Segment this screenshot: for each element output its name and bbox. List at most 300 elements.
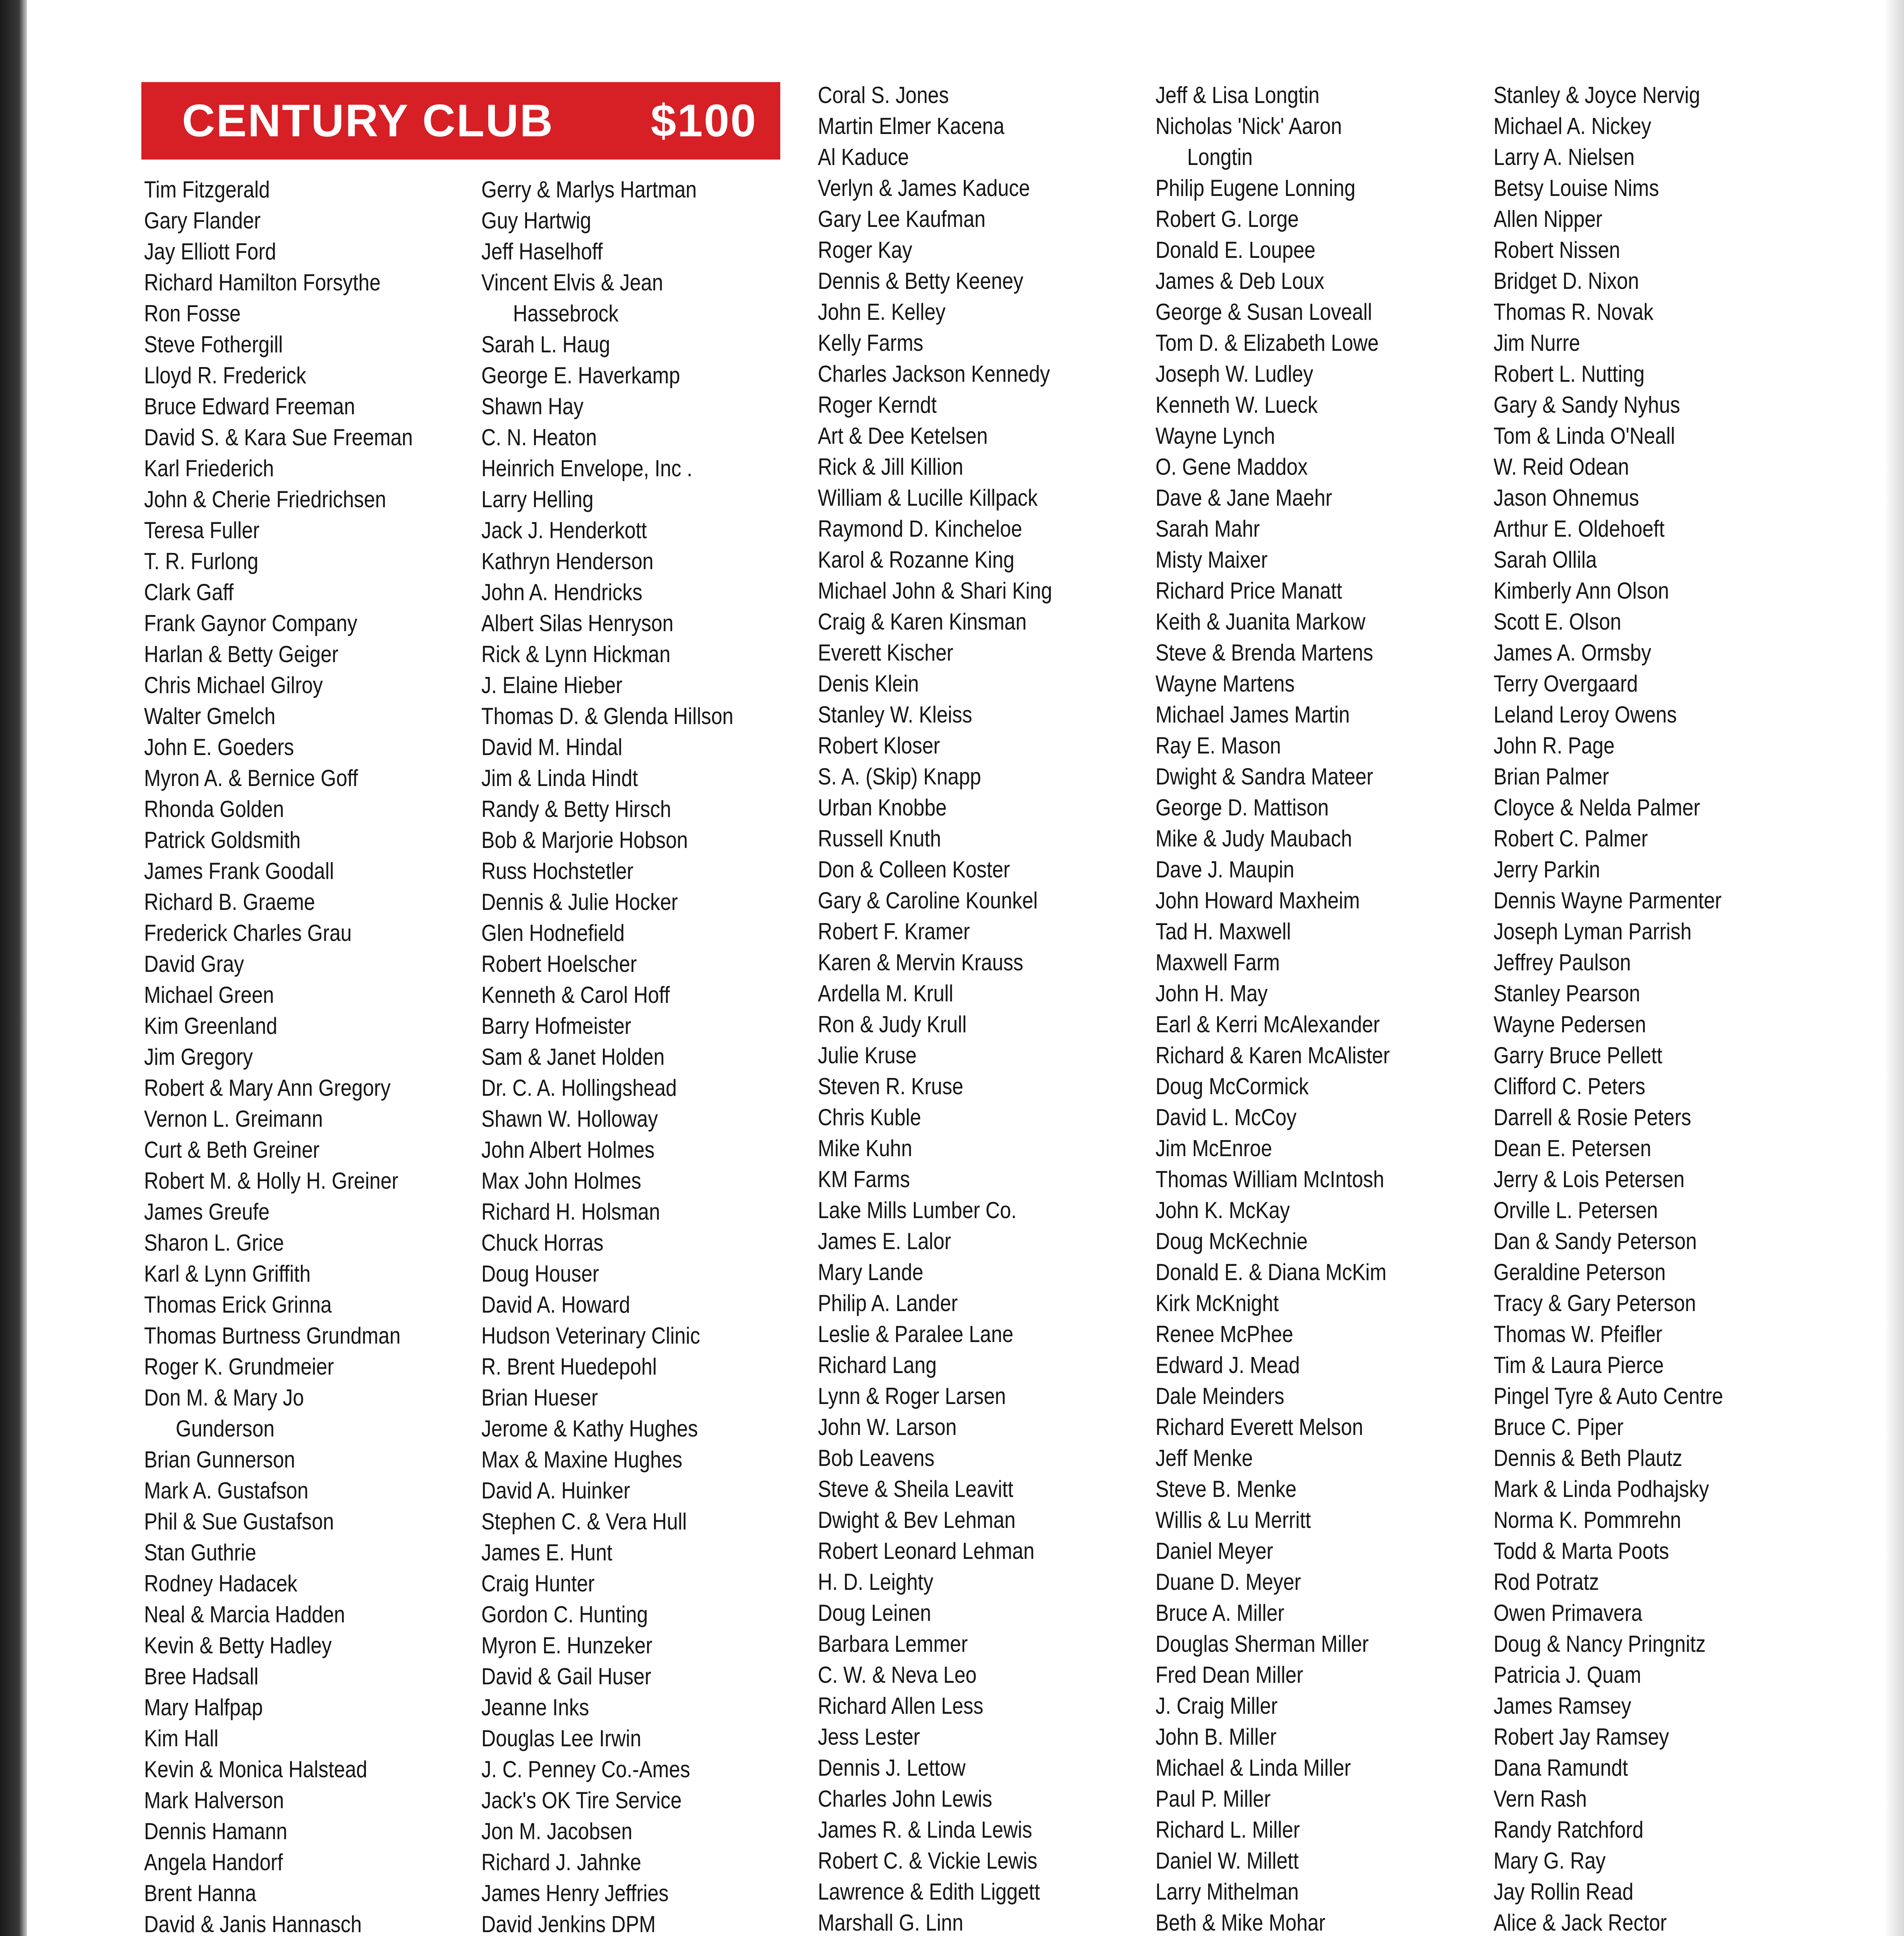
donor-name: Willis & Lu Merritt [1155,1507,1311,1533]
donor-name: Doug Houser [481,1261,599,1287]
donor-name: Jim McEnroe [1155,1135,1272,1161]
donor-name: Robert G. Lorge [1155,206,1299,232]
donor-name: Glen Hodnefield [481,920,625,946]
donor-name: Dwight & Bev Lehman [818,1507,1016,1533]
donor-name: John W. Larson [818,1414,957,1440]
donor-name: Dennis & Beth Plautz [1494,1445,1683,1471]
donor-name: Douglas Lee Irwin [481,1725,642,1751]
donor-name: Dr. C. A. Hollingshead [481,1075,677,1101]
donor-name: Barry Hofmeister [481,1013,632,1039]
donor-name: Lynn & Roger Larsen [818,1383,1006,1409]
donor-name: Jim Gregory [144,1044,253,1070]
donor-name: Steve & Brenda Martens [1155,640,1373,666]
donor-name: Barbara Lemmer [818,1631,968,1657]
donor-name: Russ Hochstetler [481,858,634,884]
donor-name: Robert M. & Holly H. Greiner [144,1168,398,1194]
donor-name: Jerry & Lois Petersen [1494,1166,1685,1192]
donor-name: Darrell & Rosie Peters [1494,1104,1691,1130]
donor-name: Michael Green [144,982,274,1008]
donor-name: Jack J. Henderkott [481,517,647,543]
banner-amount: $100 [651,95,757,146]
donor-name: Sarah Ollila [1494,547,1597,573]
donor-name: Russell Knuth [818,826,941,851]
donor-name: Stanley & Joyce Nervig [1494,82,1700,108]
donor-name: Robert & Mary Ann Gregory [144,1075,391,1101]
donor-name: James & Deb Loux [1155,268,1324,294]
donor-name: Max John Holmes [481,1168,641,1194]
donor-name: J. Craig Miller [1155,1693,1278,1719]
donor-name: Scott E. Olson [1494,609,1621,635]
donor-name: Teresa Fuller [144,517,260,543]
donor-name: Richard & Karen McAlister [1155,1042,1390,1068]
donor-name: Dean E. Petersen [1494,1135,1652,1161]
donor-name: Raymond D. Kincheloe [818,516,1022,542]
donor-name: Doug McCormick [1155,1073,1309,1099]
donor-name: Phil & Sue Gustafson [144,1509,334,1534]
donor-name: Ray E. Mason [1155,733,1281,759]
donor-name: Jon M. Jacobsen [481,1818,633,1844]
donor-name: Patricia J. Quam [1494,1662,1641,1688]
donor-name: Clark Gaff [144,579,234,605]
donor-name: David Gray [144,951,244,977]
donor-name: Lake Mills Lumber Co. [818,1197,1017,1223]
donor-name: Urban Knobbe [818,795,947,820]
donor-name: James Henry Jeffries [481,1880,669,1906]
donor-name: Thomas W. Pfeifler [1494,1321,1662,1347]
donor-name: Jeff & Lisa Longtin [1155,82,1320,108]
donor-name: Gary & Caroline Kounkel [818,887,1038,913]
donor-name: Rick & Lynn Hickman [481,641,671,667]
donor-name: Frederick Charles Grau [144,920,352,946]
donor-name: Al Kaduce [818,144,909,170]
donor-name: Hudson Veterinary Clinic [481,1323,700,1349]
donor-name: W. Reid Odean [1494,454,1629,480]
donor-name: Guy Hartwig [481,208,591,233]
donor-name: Richard Everett Melson [1155,1414,1363,1440]
donor-name: David & Janis Hannasch [144,1911,362,1936]
donor-name: Kenneth & Carol Hoff [481,982,670,1008]
donor-name: J. C. Penney Co.-Ames [481,1756,690,1782]
donor-name: Verlyn & James Kaduce [818,175,1030,201]
donor-name: Steve & Sheila Leavitt [818,1476,1013,1502]
donor-name: Sharon L. Grice [144,1230,284,1256]
donor-name: Larry Mithelman [1155,1879,1299,1905]
donor-name: Jay Elliott Ford [144,239,276,264]
donor-name: Thomas Erick Grinna [144,1292,332,1318]
donor-name: Maxwell Farm [1155,949,1280,975]
donor-name: Mike Kuhn [818,1135,912,1161]
donor-name: Dennis J. Lettow [818,1755,966,1781]
donor-name: Roger Kay [818,237,912,263]
donor-name: Don & Colleen Koster [818,856,1010,882]
donor-name: Joseph Lyman Parrish [1494,918,1692,944]
donor-name: Stanley W. Kleiss [818,702,972,728]
donor-name: Walter Gmelch [144,703,276,729]
donor-name: Brent Hanna [144,1880,256,1906]
donor-name: Leland Leroy Owens [1494,702,1677,728]
donor-name: John & Cherie Friedrichsen [144,486,386,512]
donor-name: Larry A. Nielsen [1494,144,1635,170]
donor-name: Steve Fothergill [144,331,283,357]
donor-name: Myron E. Hunzeker [481,1632,652,1658]
donor-name: David S. & Kara Sue Freeman [144,424,413,450]
donor-name-continuation: Gunderson [175,1416,275,1442]
donor-name: Charles John Lewis [818,1786,992,1812]
donor-name-continuation: Longtin [1187,144,1253,170]
donor-name: Ron & Judy Krull [818,1011,967,1037]
donor-name: Cloyce & Nelda Palmer [1494,795,1700,820]
donor-name: Wayne Lynch [1155,423,1275,449]
donor-name: Richard J. Jahnke [481,1849,642,1875]
donor-name: Craig & Karen Kinsman [818,609,1027,635]
donor-name: Jack's OK Tire Service [481,1787,682,1813]
donor-name: Jerome & Kathy Hughes [481,1416,698,1442]
donor-name: Robert Leonard Lehman [818,1538,1035,1564]
donor-name: Marshall G. Linn [818,1910,963,1936]
donor-name: Roger K. Grundmeier [144,1354,334,1380]
donor-name: Robert Nissen [1494,237,1620,263]
donor-name: Owen Primavera [1494,1600,1643,1626]
donor-name: Ron Fosse [144,300,241,326]
donor-name: Richard H. Holsman [481,1199,660,1225]
donor-name: Renee McPhee [1155,1321,1293,1347]
donor-name: John K. McKay [1155,1197,1290,1223]
donor-name: Richard B. Graeme [144,889,315,915]
donor-name: KM Farms [818,1166,910,1192]
donor-name: Jess Lester [818,1724,920,1750]
donor-name: Nicholas 'Nick' Aaron [1155,113,1342,139]
donor-name: Thomas Burtness Grundman [144,1323,401,1349]
donor-name: Daniel W. Millett [1155,1848,1299,1874]
donor-name: Robert C. Palmer [1494,826,1648,851]
donor-name: Roger Kerndt [818,392,937,418]
donor-name: Vernon L. Greimann [144,1106,323,1132]
donor-name: Duane D. Meyer [1155,1569,1301,1595]
donor-name: Sam & Janet Holden [481,1044,665,1070]
donor-name: Terry Overgaard [1494,671,1638,697]
donor-name: Jeanne Inks [481,1694,589,1720]
donor-name: David A. Howard [481,1292,630,1318]
donor-name: Todd & Marta Poots [1494,1538,1669,1564]
donor-name: Jim & Linda Hindt [481,765,638,791]
donor-name: Jeff Menke [1155,1445,1253,1471]
donor-name: Randy & Betty Hirsch [481,796,671,822]
donor-name: Brian Gunnerson [144,1447,295,1473]
donor-name: William & Lucille Killpack [818,485,1038,511]
donor-name: Dave & Jane Maehr [1155,485,1332,511]
donor-name: Fred Dean Miller [1155,1662,1303,1688]
donor-name: Bruce Edward Freeman [144,393,355,419]
donor-name: Tom D. & Elizabeth Lowe [1155,330,1379,356]
donor-name: Richard Lang [818,1352,937,1378]
donor-name: Lawrence & Edith Liggett [818,1879,1040,1905]
donor-name: Mary Halfpap [144,1694,263,1720]
donor-name: James E. Lalor [818,1228,951,1254]
donor-name: Donald E. Loupee [1155,237,1316,263]
donor-name: Dennis & Julie Hocker [481,889,678,915]
donor-name: Karen & Mervin Krauss [818,949,1023,975]
donor-column-4 [1155,80,1489,1936]
donor-name: Albert Silas Henryson [481,610,674,636]
donor-name: Robert F. Kramer [818,918,970,944]
donor-name: Jeff Haselhoff [481,239,603,264]
donor-name: Mark A. Gustafson [144,1478,309,1503]
donor-name: Karl & Lynn Griffith [144,1261,311,1287]
donor-name: Clifford C. Peters [1494,1073,1645,1099]
donor-name: Jeffrey Paulson [1494,949,1631,975]
donor-name: Joseph W. Ludley [1155,361,1313,387]
donor-name: Stanley Pearson [1494,980,1640,1006]
donor-name: Philip Eugene Lonning [1155,175,1356,201]
donor-name: Craig Hunter [481,1570,595,1596]
donor-name: John E. Goeders [144,734,294,760]
donor-name: Jason Ohnemus [1494,485,1639,511]
donor-name: Rick & Jill Killion [818,454,963,480]
donor-name: Tim & Laura Pierce [1494,1352,1664,1378]
donor-name: John H. May [1155,980,1268,1006]
donor-name: J. Elaine Hieber [481,672,623,698]
donor-name: Rhonda Golden [144,796,284,822]
donor-name: Robert C. & Vickie Lewis [818,1848,1037,1874]
donor-name: Dennis & Betty Keeney [818,268,1023,294]
donor-name: Myron A. & Bernice Goff [144,765,358,791]
donor-name: Richard Price Manatt [1155,578,1342,604]
donor-name: Vincent Elvis & Jean [481,269,663,295]
donor-name: Brian Hueser [481,1385,598,1411]
donor-name: George & Susan Loveall [1155,299,1372,325]
donor-name: Paul P. Miller [1155,1786,1271,1812]
donor-name: Don M. & Mary Jo [144,1385,304,1411]
donor-name: Michael James Martin [1155,702,1350,728]
donor-name: Larry Helling [481,486,594,512]
donor-name: Beth & Mike Mohar [1155,1910,1325,1936]
donor-name: Mark & Linda Podhajsky [1494,1476,1709,1502]
donor-name: Charles Jackson Kennedy [818,361,1050,387]
donor-name: Alice & Jack Rector [1494,1910,1667,1936]
donor-name: Bob & Marjorie Hobson [481,827,688,853]
donor-column-2 [481,174,814,1936]
donor-name: Jerry Parkin [1494,856,1600,882]
donor-name: Mike & Judy Maubach [1155,826,1352,851]
donor-name: Keith & Juanita Markow [1155,609,1366,635]
donor-name: John E. Kelley [818,299,946,325]
donor-name: H. D. Leighty [818,1569,934,1595]
donor-name: C. N. Heaton [481,424,597,450]
donor-name: Sarah Mahr [1155,516,1260,542]
donor-name: Robert Kloser [818,733,940,759]
donor-name: T. R. Furlong [144,548,259,574]
donor-name: S. A. (Skip) Knapp [818,764,981,790]
donor-name: Thomas R. Novak [1494,299,1653,325]
donor-name: Stephen C. & Vera Hull [481,1509,687,1534]
donor-name: Vern Rash [1494,1786,1587,1812]
donor-name: Gordon C. Hunting [481,1601,648,1627]
donor-name: Kim Greenland [144,1013,278,1039]
donor-name: Dwight & Sandra Mateer [1155,764,1373,790]
book-binding-edge [0,0,27,1936]
donor-name: Mary G. Ray [1494,1848,1606,1874]
donor-name: Dana Ramundt [1494,1755,1628,1781]
donor-name: Art & Dee Ketelsen [818,423,988,449]
donor-name: Tom & Linda O'Neall [1494,423,1675,449]
donor-name: Harlan & Betty Geiger [144,641,338,667]
donor-name: Max & Maxine Hughes [481,1447,683,1473]
donor-name: Karol & Rozanne King [818,547,1015,573]
donor-name: Norma K. Pommrehn [1494,1507,1681,1533]
donor-name: Douglas Sherman Miller [1155,1631,1369,1657]
donor-name: Martin Elmer Kacena [818,113,1004,139]
donor-name: David M. Hindal [481,734,623,760]
donor-name: R. Brent Huedepohl [481,1354,657,1380]
donor-name: Rodney Hadacek [144,1570,297,1596]
donor-name: Chris Michael Gilroy [144,672,323,698]
donor-name: Arthur E. Oldehoeft [1494,516,1665,542]
donor-name: Wayne Pedersen [1494,1011,1646,1037]
donor-name: Chuck Horras [481,1230,604,1256]
donor-name: Shawn Hay [481,393,584,419]
donor-name: David A. Huinker [481,1478,630,1503]
donor-name: Tracy & Gary Peterson [1494,1290,1696,1316]
donor-name: John R. Page [1494,733,1615,759]
donor-name: Rod Potratz [1494,1569,1599,1595]
donor-name: Robert Hoelscher [481,951,637,977]
donor-name: Coral S. Jones [818,82,949,108]
donor-name: Shawn W. Holloway [481,1106,658,1132]
donor-name: Randy Ratchford [1494,1817,1644,1843]
donor-name: Lloyd R. Frederick [144,362,306,388]
donor-name: David L. McCoy [1155,1104,1297,1130]
donor-name: Allen Nipper [1494,206,1603,232]
donor-name: Jay Rollin Read [1494,1879,1634,1905]
donor-name: Doug Leinen [818,1600,931,1626]
donor-name: Bob Leavens [818,1445,935,1471]
donor-name: Kevin & Betty Hadley [144,1632,332,1658]
donor-name: Dennis Wayne Parmenter [1494,887,1722,913]
donor-name: James R. & Linda Lewis [818,1817,1032,1843]
donor-name: Michael A. Nickey [1494,113,1652,139]
donor-name: Doug & Nancy Pringnitz [1494,1631,1706,1657]
donor-name: Mary Lande [818,1259,924,1285]
donor-name: Stan Guthrie [144,1540,256,1565]
donor-name: Kim Hall [144,1725,219,1751]
donor-name: O. Gene Maddox [1155,454,1308,480]
donor-name: Tad H. Maxwell [1155,918,1291,944]
donor-name: Kenneth W. Lueck [1155,392,1318,418]
donor-name: C. W. & Neva Leo [818,1662,977,1688]
donor-name: George E. Haverkamp [481,362,680,388]
donor-name: Michael John & Shari King [818,578,1052,604]
donor-name: Karl Friederich [144,455,274,481]
donor-name: Frank Gaynor Company [144,610,357,636]
donor-name: Gary & Sandy Nyhus [1494,392,1680,418]
donor-name: Leslie & Paralee Lane [818,1321,1013,1347]
donor-name: Bridget D. Nixon [1494,268,1639,294]
donor-name: Neal & Marcia Hadden [144,1601,345,1627]
donor-name: Kathryn Henderson [481,548,654,574]
donor-name: Angela Handorf [144,1849,283,1875]
donor-name: Thomas William McIntosh [1155,1166,1384,1192]
donor-name: Robert L. Nutting [1494,361,1645,387]
donor-name: Orville L. Petersen [1494,1197,1658,1223]
donor-name: Curt & Beth Greiner [144,1137,320,1163]
donor-name: James E. Hunt [481,1540,613,1565]
donor-name: John B. Miller [1155,1724,1277,1750]
donor-name: James Ramsey [1494,1693,1631,1719]
donor-column-3 [818,80,1151,1936]
donor-name: Kevin & Monica Halstead [144,1756,367,1782]
donor-name: Mark Halverson [144,1787,284,1813]
donor-column-1 [144,174,477,1936]
donor-name: Steve B. Menke [1155,1476,1297,1502]
donor-name: Garry Bruce Pellett [1494,1042,1662,1068]
donor-name: Kelly Farms [818,330,924,356]
century-club-banner [141,82,780,160]
donor-name: Kimberly Ann Olson [1494,578,1669,604]
donor-name: Patrick Goldsmith [144,827,301,853]
donor-name: Michael & Linda Miller [1155,1755,1351,1781]
donor-name: Jim Nurre [1494,330,1580,356]
donor-name: Richard Hamilton Forsythe [144,269,381,295]
donor-column-5 [1494,80,1827,1936]
donor-name: Richard L. Miller [1155,1817,1300,1843]
donor-name: Thomas D. & Glenda Hillson [481,703,734,729]
donor-name: Ardella M. Krull [818,980,953,1006]
donor-name: Tim Fitzgerald [144,177,270,203]
donor-name: Heinrich Envelope, Inc . [481,455,692,481]
donor-name: Daniel Meyer [1155,1538,1273,1564]
donor-name: Kirk McKnight [1155,1290,1279,1316]
donor-name: Bree Hadsall [144,1663,259,1689]
donor-name: Dan & Sandy Peterson [1494,1228,1697,1254]
donor-name: Earl & Kerri McAlexander [1155,1011,1380,1037]
donor-name: Everett Kischer [818,640,953,666]
donor-name: Wayne Martens [1155,671,1295,697]
donor-name: James Greufe [144,1199,270,1225]
donor-name: Richard Allen Less [818,1693,984,1719]
donor-name: George D. Mattison [1155,795,1329,820]
donor-name: Misty Maixer [1155,547,1268,573]
donor-name: Geraldine Peterson [1494,1259,1666,1285]
page-right-edge [1885,0,1904,1936]
donor-name: Dale Meinders [1155,1383,1284,1409]
donor-name: James Frank Goodall [144,858,334,884]
donor-name: Gary Lee Kaufman [818,206,986,232]
donor-name: Bruce A. Miller [1155,1600,1284,1626]
donor-name: Bruce C. Piper [1494,1414,1624,1440]
donor-name: David & Gail Huser [481,1663,651,1689]
donor-name: Edward J. Mead [1155,1352,1300,1378]
donor-name: James A. Ormsby [1494,640,1652,666]
donor-name: Julie Kruse [818,1042,917,1068]
donor-name: John Howard Maxheim [1155,887,1360,913]
donor-name: Dennis Hamann [144,1818,288,1844]
donor-name: Dave J. Maupin [1155,856,1295,882]
donor-name: Sarah L. Haug [481,331,610,357]
donor-name: Pingel Tyre & Auto Centre [1494,1383,1723,1409]
donor-name: Steven R. Kruse [818,1073,963,1099]
donor-name: Gary Flander [144,208,261,233]
donor-name: Denis Klein [818,671,919,697]
donor-name: Philip A. Lander [818,1290,958,1316]
donor-name: Robert Jay Ramsey [1494,1724,1669,1750]
donor-name-continuation: Hassebrock [513,300,619,326]
donor-name: Chris Kuble [818,1104,921,1130]
banner-title: CENTURY CLUB [182,95,554,146]
donor-name: Betsy Louise Nims [1494,175,1659,201]
donor-name: John Albert Holmes [481,1137,655,1163]
donor-name: Doug McKechnie [1155,1228,1308,1254]
donor-name: David Jenkins DPM [481,1911,656,1936]
